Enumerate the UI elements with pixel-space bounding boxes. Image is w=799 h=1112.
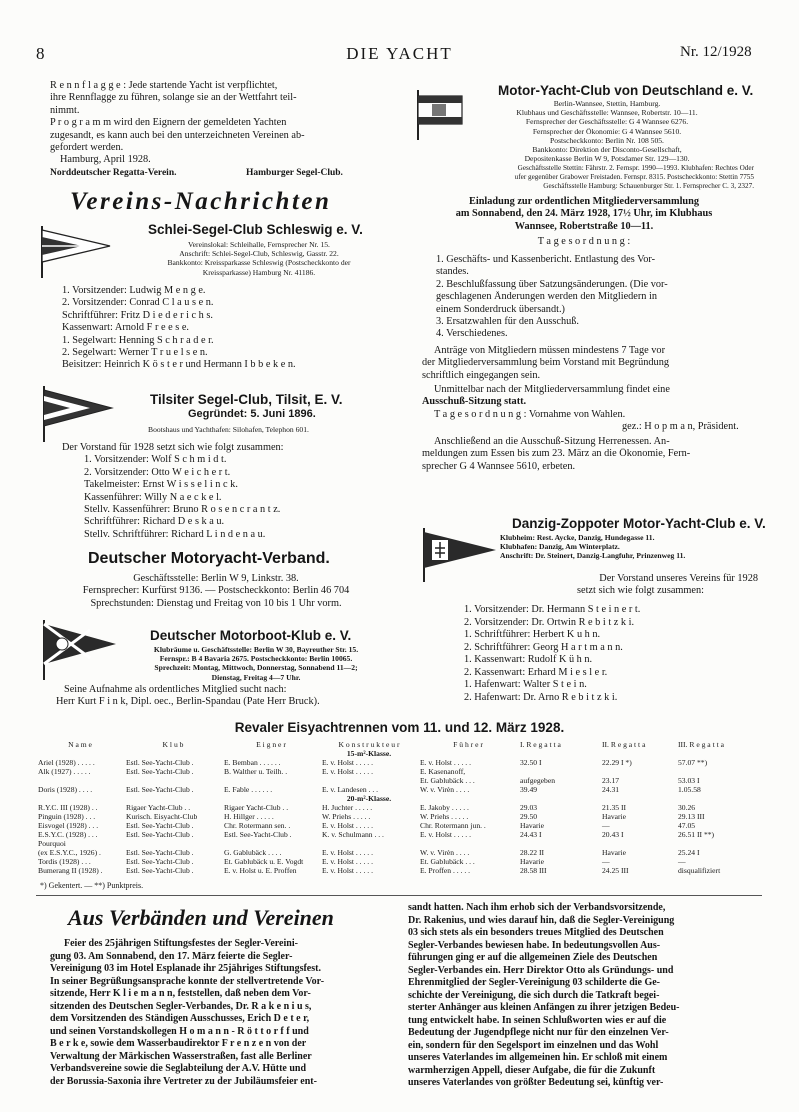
- cell: H. Juchter . . . . .: [322, 803, 373, 812]
- cell: Doris (1928) . . . .: [38, 785, 93, 794]
- info-line: Geschäftsstelle Stettin: Fährstr. 2. Fernspr. 1990—1993. Klubhafen: Rechtes Oder: [517, 164, 754, 172]
- cell: E. v. Holst . . . . .: [322, 821, 373, 830]
- text-line: sterter Anhänger aus kleinen Anfängen zu ihrer jetzigen Bedeu-: [408, 1002, 680, 1013]
- info-line: Bankkonto: Direktion der Disconto-Gesellschaft,: [532, 145, 682, 155]
- member-line: 2. Kassenwart: Erhard M i e s l e r.: [464, 666, 608, 678]
- cell: 39.49: [520, 785, 538, 794]
- member-line: Stellv. Kassenführer: Bruno R o s e n c r a n t z.: [84, 504, 281, 516]
- cell: Estl. See-Yacht-Club .: [126, 758, 194, 767]
- cell: [600, 767, 676, 776]
- text-line: führungen ging er auf die allgemeinen Ziele des Deutschen: [408, 952, 658, 963]
- class-label: 15-m²-Klasse.: [346, 749, 392, 758]
- cell: W. v. Virèn . . . .: [420, 848, 470, 857]
- column-header: K l u b: [162, 740, 184, 749]
- cell: —: [678, 857, 686, 866]
- text-line: 03 sich stets als ein besonders treues Mitglied des Deutschen: [408, 927, 664, 938]
- signature-left: Norddeutscher Regatta-Verein.: [50, 168, 177, 178]
- text-line: nimmt.: [50, 104, 80, 116]
- cell: E. Fable . . . . . .: [224, 785, 273, 794]
- member-line: 1. Schriftführer: Herbert K u h n.: [464, 629, 601, 640]
- text-line: B e r k e, sowie dem Wasserbaudirektor F r e n z e n von der: [50, 1038, 307, 1049]
- info-line: Anschrift: Dr. Steinert, Danzig-Langfuhr, Prinzenweg 11.: [500, 551, 686, 561]
- cell: E. v. Holst . . . . .: [322, 758, 373, 767]
- cell: K. v. Schulmann . . .: [322, 830, 384, 839]
- text-line: T a g e s o r d n u n g : Vornahme von Wahlen.: [434, 408, 626, 420]
- info-line: Anschrift: Schlei-Segel-Club, Schleswig, Gasstr. 22.: [179, 249, 339, 259]
- cell: [222, 839, 320, 848]
- agenda-label: T a g e s o r d n u n g :: [537, 236, 631, 247]
- cell: Eisvogel (1928) . . .: [38, 821, 99, 830]
- text-line: Ausschuß-Sitzung statt.: [422, 396, 527, 408]
- text-line: warmherzigen Appell, dieser Aufgabe, die für die Zukunft: [408, 1064, 656, 1076]
- pennant-icon: [40, 384, 116, 442]
- club-title-dmv: Deutscher Motoryacht-Verband.: [88, 550, 330, 567]
- info-line: Bankkonto: Kreissparkasse Schleswig (Postscheckkonto der: [167, 258, 351, 268]
- page-number: 8: [36, 44, 45, 63]
- club-info-myc: [462, 99, 752, 163]
- info-line: Geschäftsstelle Hamburg: Schauenburger Str. 1. Fernsprecher C. 3, 2327.: [543, 181, 754, 190]
- myc-ausschuss: [422, 384, 756, 434]
- club-info-tilsiter: Bootshaus und Yachthafen: Silohafen, Telephon 601.: [148, 425, 309, 434]
- club-title-danzig: Danzig-Zoppoter Motor-Yacht-Club e. V.: [512, 516, 766, 531]
- member-line: 1. Vorsitzender: Dr. Hermann S t e i n e r t.: [464, 604, 641, 615]
- cell: Estl. See-Yacht-Club .: [224, 830, 292, 839]
- club-founded: Gegründet: 5. Juni 1896.: [188, 408, 316, 420]
- info-line: Vereinslokal: Schleihalle, Fernsprecher Nr. 15.: [188, 240, 330, 249]
- cell: E. v. Holst u. E. Proffen: [224, 866, 297, 875]
- text-line: der Borussia-Saxonia ihre Vertreter zu der Jubiläumsfeier ent-: [50, 1075, 317, 1087]
- info-line: Sprechstunden: Dienstag und Freitag von 10 bis 1 Uhr vorm.: [90, 597, 342, 609]
- club-title-dmk: Deutscher Motorboot-Klub e. V.: [150, 628, 352, 643]
- section-divider: [36, 895, 762, 896]
- cell: Estl. See-Yacht-Club .: [126, 857, 194, 866]
- cell: R.Y.C. III (1928) . .: [38, 803, 98, 812]
- text-line: Anschließend an die Ausschuß-Sitzung Herrenessen. An-: [434, 436, 670, 447]
- text-line: Segler-Verbandes bewiesen habe. In bedeutungsvollen Aus-: [408, 939, 661, 951]
- cell: [518, 767, 600, 776]
- column-header: III. R e g a t t a: [678, 740, 724, 749]
- cell: [36, 776, 124, 785]
- signature-line: gez.: H o p m a n, Präsident.: [622, 421, 739, 433]
- text-line: unseres Vaterlandes im allgemeinen hin. Er schloß mit einem: [408, 1052, 668, 1063]
- myc-essen: [422, 436, 756, 473]
- cell: E. v. Holst . . . . .: [322, 767, 373, 776]
- info-line: Klubräume u. Geschäftsstelle: Berlin W 30, Bayreuther Str. 15.: [153, 645, 359, 654]
- text-line: Feier des 25jährigen Stiftungsfestes der Segler-Vereini-: [64, 938, 298, 949]
- text-line: ein, sondern für den Segelsport im einzelnen und das Wohl: [408, 1039, 659, 1051]
- article-left: [50, 938, 390, 1088]
- cell: 29.50: [520, 812, 538, 821]
- member-line: 2. Hafenwart: Dr. Arno R e b i t z k i.: [464, 691, 618, 703]
- table-row: [36, 785, 761, 794]
- cell: W. Priehs . . . . .: [420, 812, 469, 821]
- cell: Et. Gablubäck . . .: [420, 776, 475, 785]
- table-row: [36, 812, 761, 821]
- cell: E. Proffen . . . . .: [420, 866, 471, 875]
- text-line: unseres Vaterlandes von größter Bedeutung sei, künftig ver-: [408, 1077, 664, 1088]
- cell: Havarie: [602, 848, 627, 857]
- member-line: Schriftführer: Richard D e s k a u.: [84, 516, 225, 528]
- text-line: und seinen Vorstandskollegen H o m a n n - R ö t t o r f f und: [50, 1025, 309, 1037]
- cell: 57.07 **): [678, 758, 708, 767]
- cell: 22.29 I *): [602, 758, 632, 767]
- text-line: dem Vorsitzenden des Ständigen Ausschusses, Erich D e t e r,: [50, 1013, 310, 1024]
- info-line: Geschäftsstelle: Berlin W 9, Linkstr. 38.: [133, 573, 299, 584]
- cell: 29.03: [520, 803, 538, 812]
- member-line: Kassenführer: Willy N a e c k e l.: [84, 491, 222, 503]
- member-line: 1. Kassenwart: Rudolf K ü h n.: [464, 654, 593, 665]
- table-row: [36, 803, 761, 812]
- cell: Havarie: [520, 857, 545, 866]
- section-heading: Vereins-Nachrichten: [70, 188, 332, 215]
- cell: W. Priehs . . . . .: [322, 812, 371, 821]
- cell: 1.05.58: [678, 785, 701, 794]
- cell: disqualifiziert: [678, 866, 721, 875]
- text-line: schriftlich eingegangen sein.: [422, 369, 541, 381]
- cell: [124, 839, 222, 848]
- club-burgee-icon: [414, 88, 466, 140]
- member-line: 1. Hafenwart: Walter S t e i n.: [464, 679, 587, 690]
- agenda-item: 1. Geschäfts- und Kassenbericht. Entlastung des Vor-: [436, 254, 656, 265]
- member-line: 1. Vorsitzender: Ludwig M e n g e.: [62, 285, 206, 296]
- cell: 32.50 I: [520, 758, 542, 767]
- cell: —: [602, 821, 610, 830]
- column-header: N a m e: [68, 740, 92, 749]
- cell: 30.26: [678, 803, 696, 812]
- cell: 28.58 III: [520, 866, 547, 875]
- cell: Et. Gablubäck u. E. Vogdt: [224, 857, 304, 866]
- cell: G. Gablubäck . . . .: [224, 848, 282, 857]
- text-line: schichte der Vereinigung, die sich durch die Tatkraft begei-: [408, 989, 660, 1001]
- member-line: 2. Segelwart: Werner T r u e l s e n.: [62, 347, 208, 359]
- info-line: Fernsprecher der Ökonomie: G 4 Wannsee 5610.: [532, 126, 682, 136]
- text-line: In seiner Begrüßungsansprache konnte der stellvertretende Vor-: [50, 975, 325, 987]
- invite-line: am Sonnabend, den 24. März 1928, 17½ Uhr, im Klubhaus: [455, 208, 713, 220]
- section-heading: Aus Verbänden und Vereinen: [68, 905, 334, 930]
- myc-agenda: [436, 254, 756, 341]
- regatta-title: Revaler Eisyachtrennen vom 11. und 12. März 1928.: [234, 720, 565, 735]
- table-row: [36, 821, 761, 830]
- text-line: Ehrenmitglied der Segler-Vereinigung 03 schilderte die Ge-: [408, 977, 661, 988]
- cell: E. v. Holst . . . . .: [420, 758, 471, 767]
- pennant-icon: [38, 224, 114, 278]
- rennflagge-notice: [50, 80, 382, 167]
- cell: (ex E.S.Y.C., 1926) .: [38, 848, 101, 857]
- issue-number: Nr. 12/1928: [680, 44, 752, 60]
- cell: [676, 767, 761, 776]
- table-row: [36, 776, 761, 785]
- cell: E. v. Holst . . . . .: [420, 830, 471, 839]
- text-line: Dr. Rakenius, und wies darauf hin, daß die Segler-Vereinigung: [408, 914, 675, 926]
- member-line: 2. Vorsitzender: Otto W e i c h e r t.: [84, 466, 231, 478]
- cell: 24.31: [602, 785, 620, 794]
- text-line: tung entwickelt habe. In seinen Schlußworten wies er auf die: [408, 1014, 667, 1026]
- table-row: [36, 767, 761, 776]
- member-line: 2. Vorsitzender: Conrad C l a u s e n.: [62, 297, 214, 309]
- text-line: sprecher G 4 Wannsee 5610, erbeten.: [422, 460, 576, 472]
- text-line: Bedeutung der Jugendpflege nicht nur für den einzelnen Ver-: [408, 1027, 669, 1038]
- text-line: Seine Aufnahme als ordentliches Mitglied sucht nach:: [64, 684, 287, 695]
- dmk-admission: [56, 684, 386, 709]
- cell: [676, 839, 761, 848]
- member-line: Schriftführer: Fritz D i e d e r i c h s.: [62, 309, 213, 321]
- cell: Bumerang II (1928) .: [38, 866, 103, 875]
- info-line: Dienstag, Freitag 4—7 Uhr.: [211, 672, 301, 682]
- cell: 20.43 I: [602, 830, 624, 839]
- cell: Alk (1927) . . . . .: [38, 767, 91, 776]
- intro-line: Der Vorstand für 1928 setzt sich wie folgt zusammen:: [62, 442, 284, 453]
- text-line: sitzenden des Deutschen Segler-Verbandes, Dr. R a k e n i u s,: [50, 1000, 312, 1012]
- cell: [124, 776, 222, 785]
- cell: [600, 839, 676, 848]
- column-header: F ü h r e r: [453, 740, 483, 749]
- cell: 24.25 III: [602, 866, 629, 875]
- member-line: Kassenwart: Arnold F r e e s e.: [62, 322, 189, 334]
- cell: Pinguin (1928) . . .: [38, 812, 96, 821]
- cell: Havarie: [602, 812, 627, 821]
- text-line: Hamburg, April 1928.: [60, 154, 151, 166]
- cell: 29.13 III: [678, 812, 705, 821]
- club-info-schlei: [134, 240, 384, 277]
- intro-line: Der Vorstand unseres Vereins für 1928: [599, 573, 758, 584]
- invite-line: Einladung zur ordentlichen Mitgliederversammlung: [468, 196, 700, 207]
- myc-antraege: [422, 345, 756, 382]
- member-line: Takelmeister: Ernst W i s s e l i n c k.: [84, 479, 238, 491]
- cell: 53.03 I: [678, 776, 700, 785]
- cell: 47.05: [678, 821, 696, 830]
- cell: [418, 839, 518, 848]
- cell: Rigaer Yacht-Club . .: [224, 803, 289, 812]
- info-line: Fernspr.: B 4 Bavaria 2675. Postscheckkonto: Berlin 10065.: [159, 654, 353, 664]
- agenda-item: 3. Ersatzwahlen für den Ausschuß.: [436, 316, 579, 328]
- cell: W. v. Virèn . . . .: [420, 785, 470, 794]
- club-burgee-icon: [420, 526, 500, 582]
- info-line: Klubhaus und Geschäftsstelle: Wannsee, Robertstr. 10—11.: [516, 108, 698, 118]
- cell: E.S.Y.C. (1928) . . .: [38, 830, 98, 839]
- cell: E. Jakoby . . . . .: [420, 803, 469, 812]
- table-row: [36, 866, 761, 875]
- cell: Tordis (1928) . . .: [38, 857, 91, 866]
- journal-title: DIE YACHT: [346, 44, 453, 63]
- info-line: Klubheim: Rest. Aycke, Danzig, Hundegasse 11.: [500, 533, 655, 542]
- column-header: I. R e g a t t a: [520, 740, 561, 749]
- club-title-myc: Motor-Yacht-Club von Deutschland e. V.: [498, 83, 754, 98]
- agenda-item: 2. Beschlußfassung über Satzungsänderungen. (Die vor-: [436, 278, 668, 290]
- text-line: Unmittelbar nach der Mitgliederversammlung findet eine: [434, 384, 670, 395]
- cell: 26.51 II **): [678, 830, 715, 839]
- table-footnote: *) Gekentert. — **) Punktpreis.: [40, 881, 144, 890]
- signature-right: Hamburger Segel-Club.: [246, 168, 343, 178]
- cell: 25.24 I: [678, 848, 700, 857]
- cell: Estl. See-Yacht-Club .: [126, 848, 194, 857]
- cell: E. Bemban . . . . . .: [224, 758, 281, 767]
- intro-line: setzt sich wie folgt zusammen:: [577, 585, 704, 597]
- regatta-table-wrap: [36, 740, 761, 875]
- info-line: Sprechzeit: Montag, Mittwoch, Donnerstag, Sonnabend 11—2;: [154, 663, 358, 673]
- cell: Estl. See-Yacht-Club .: [126, 785, 194, 794]
- cell: [222, 776, 320, 785]
- club-title-schlei: Schlei-Segel-Club Schleswig e. V.: [148, 222, 363, 237]
- table-row: [36, 857, 761, 866]
- text-line: R e n n f l a g g e : Jede startende Yacht ist verpflichtet,: [50, 80, 278, 91]
- agenda-item: geschlagenen Änderungen werden den Mitgliedern in: [436, 291, 658, 303]
- club-info-danzig: [500, 533, 756, 561]
- invite-line: Wannsee, Robertstraße 10—11.: [514, 220, 654, 232]
- text-line: der Mitgliederversammlung beim Vorstand mit Begründung: [422, 357, 669, 369]
- text-line: Anträge von Mitgliedern müssen mindestens 7 Tage vor: [434, 345, 666, 356]
- member-line: 2. Schriftführer: Georg H a r t m a n n.: [464, 641, 623, 653]
- cell: Chr. Rotermann sen. .: [224, 821, 291, 830]
- cell: Havarie: [520, 821, 545, 830]
- member-line: Stellv. Schriftführer: Richard L i n d e n a u.: [84, 528, 266, 540]
- cell: Pourquoi: [38, 839, 66, 848]
- cell: 21.35 II: [602, 803, 627, 812]
- cell: E. Kasenanoff,: [420, 767, 466, 776]
- text-line: sandt hatten. Nach ihm erhob sich der Verbandsvorsitzende,: [408, 902, 666, 913]
- cell: E. v. Holst . . . . .: [322, 866, 373, 875]
- cell: aufgegeben: [520, 776, 555, 785]
- members-tilsiter: [62, 442, 382, 541]
- cell: Estl. See-Yacht-Club .: [126, 866, 194, 875]
- text-line: Verbandsvereine sowie die Seglabteilung der A.V. Hütte und: [50, 1063, 307, 1074]
- cell: B. Walther u. Teilh. .: [224, 767, 288, 776]
- members-danzig: [464, 604, 754, 704]
- cell: E. v. Holst . . . . .: [322, 857, 373, 866]
- cell: Estl. See-Yacht-Club .: [126, 821, 194, 830]
- member-line: 2. Vorsitzender: Dr. Ortwin R e b i t z k i.: [464, 616, 635, 628]
- table-row: [36, 839, 761, 848]
- club-info-dmk: [128, 645, 384, 682]
- table-row: [36, 848, 761, 857]
- cell: [518, 839, 600, 848]
- cell: Et. Gablubäck . . .: [420, 857, 475, 866]
- text-line: Herr Kurt F i n k, Dipl. oec., Berlin-Spandau (Pate Herr Bruck).: [56, 696, 320, 708]
- cell: Rigaer Yacht-Club . .: [126, 803, 191, 812]
- cell: Chr. Rotermann jun. .: [420, 821, 486, 830]
- cell: —: [602, 857, 610, 866]
- cell: Estl. See-Yacht-Club .: [126, 830, 194, 839]
- class-row: [36, 794, 761, 803]
- myc-invitation: [412, 196, 756, 233]
- info-line: Depositenkasse Berlin W 9, Potsdamer Str. 129—130.: [524, 154, 690, 164]
- member-line: 1. Segelwart: Henning S c h r a d e r.: [62, 334, 214, 346]
- cell: 24.43 I: [520, 830, 542, 839]
- column-header: K o n s t r u k t e u r: [338, 740, 400, 749]
- class-row: [36, 749, 761, 758]
- club-info-myc-branches: [414, 164, 754, 190]
- cell: 28.22 II: [520, 848, 545, 857]
- text-line: gung 03. Am Sonnabend, den 17. März feierte die Segler-: [50, 950, 293, 962]
- cell: [320, 839, 418, 848]
- members-schlei: [62, 285, 382, 372]
- text-line: Segler-Verbandes ein. Herr Direktor Otto als Gründungs- und: [408, 964, 674, 976]
- info-line: Postscheckkonto: Berlin Nr. 108 505.: [550, 135, 664, 145]
- table-row: [36, 758, 761, 767]
- agenda-item: einem Sonderdruck übersandt.): [436, 303, 565, 315]
- class-label: 20-m²-Klasse.: [346, 794, 392, 803]
- article-right: [408, 902, 760, 1090]
- cell: E. v. Holst . . . . .: [322, 848, 373, 857]
- club-title-tilsiter: Tilsiter Segel-Club, Tilsit, E. V.: [150, 392, 343, 407]
- cell: Kurisch. Eisyacht-Club: [126, 812, 198, 821]
- text-line: ihre Rennflagge zu führen, solange sie an der Wettfahrt teil-: [50, 92, 297, 104]
- info-line: Kreissparkasse) Hamburg Nr. 41186.: [202, 267, 316, 277]
- cell: Estl. See-Yacht-Club .: [126, 767, 194, 776]
- text-line: Verwaltung der Märkischen Wasserstraßen, fast alle Berliner: [50, 1050, 312, 1062]
- text-line: sitzende, Herr K l i e m a n n, feststellen, daß neben dem Vor-: [50, 988, 311, 999]
- cell: 23.17: [602, 776, 620, 785]
- club-burgee-icon: [40, 618, 120, 680]
- table-row: [36, 830, 761, 839]
- text-line: gefordert werden.: [50, 142, 124, 154]
- agenda-item: 4. Verschiedenes.: [436, 328, 508, 340]
- text-line: meldungen zum Essen bis zum 23. März an die Ökonomie, Fern-: [422, 448, 691, 460]
- info-line: Fernsprecher der Geschäftsstelle: G 4 Wannsee 6276.: [525, 117, 689, 127]
- column-header: II. R e g a t t a: [602, 740, 646, 749]
- info-line: Fernsprecher: Kurfürst 9136. — Postscheckkonto: Berlin 46 704: [82, 585, 350, 597]
- member-line: Beisitzer: Heinrich K ö s t e r und Hermann I b b e k e n.: [62, 359, 296, 371]
- cell: E. v. Landesen . . .: [322, 785, 379, 794]
- cell: H. Hillger . . . . .: [224, 812, 274, 821]
- text-line: P r o g r a m m wird den Eignern der gemeldeten Yachten: [50, 117, 287, 129]
- info-line: Klubhafen: Danzig, Am Winterplatz.: [500, 542, 620, 552]
- dmv-info: [50, 573, 382, 610]
- text-line: Vereinigung 03 im Hotel Esplanade ihr 25jähriges Stiftungsfest.: [50, 963, 321, 974]
- table-header-row: [36, 740, 761, 749]
- danzig-intro: [500, 573, 758, 598]
- cell: [320, 776, 418, 785]
- info-line: Berlin-Wannsee, Stettin, Hamburg.: [553, 99, 661, 108]
- text-line: zugesandt, es kann auch bei den unterzeichneten Vereinen ab-: [50, 129, 305, 141]
- info-line: ufer gegenüber Grabower Freistaden. Fernspr. 8315. Postscheckkonto: Stettin 7755: [514, 172, 754, 181]
- agenda-item: standes.: [436, 266, 469, 278]
- member-line: 1. Vorsitzender: Wolf S c h m i d t.: [84, 454, 227, 466]
- column-header: E i g n e r: [256, 740, 286, 749]
- cell: Ariel (1928) . . . . .: [38, 758, 95, 767]
- regatta-table: [36, 740, 761, 875]
